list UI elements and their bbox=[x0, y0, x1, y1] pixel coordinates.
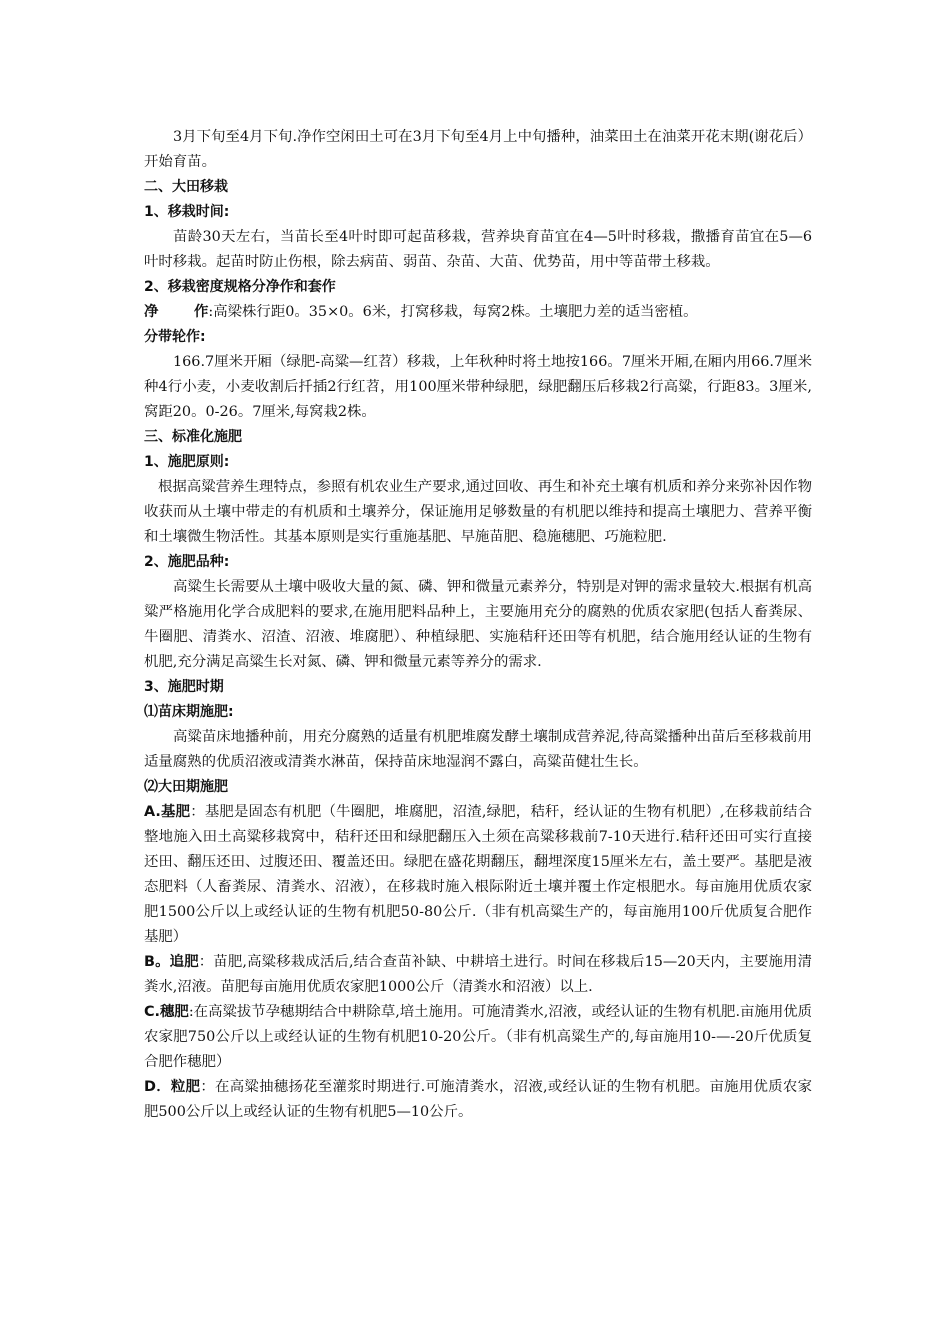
document-page bbox=[144, 125, 812, 1125]
paragraph-fertilization-principle: 根据高粱营养生理特点，参照有机农业生产要求,通过回收、再生和补充土壤有机质和养分来弥补因作物收获而从土壤中带走的有机质和土壤养分，保证施用足够数量的有机肥以维持和提高土壤肥力、营养平衡和土壤微生物活性。其基本原则是实行重施基肥、早施苗肥、稳施穗肥、巧施粒肥. bbox=[144, 479, 812, 545]
net-planting-text: :高梁株行距0。35×0。6米，打窝移栽，每窝2株。土壤肥力差的适当密植。 bbox=[208, 304, 698, 320]
top-dressing-text: ：苗肥,高粱移栽成活后,结合查苗补缺、中耕培土进行。时间在移栽后15—20天内，主要施用清粪水,沼液。苗肥每亩施用优质农家肥1000公斤（清粪水和沼液）以上. bbox=[144, 954, 812, 995]
heading-transplant-time: 1、移栽时间: bbox=[144, 204, 230, 220]
ear-fertilizer-text: :在高粱拔节孕穗期结合中耕除草,培土施用。可施清粪水,沼液，或经认证的生物有机肥.亩施用优质农家肥750公斤以上或经认证的生物有机肥10-20公斤。（非有机高粱生产的,每亩施用10-—-20斤优质复合肥作穗肥） bbox=[144, 1004, 812, 1070]
grain-fertilizer-text: ：在高粱抽穗扬花至灌浆时期进行.可施清粪水，沼液,或经认证的生物有机肥。亩施用优质农家肥500公斤以上或经认证的生物有机肥5—10公斤。 bbox=[144, 1079, 812, 1120]
paragraph-net-planting bbox=[144, 300, 812, 325]
paragraph-strip-rotation: 166.7厘米开厢（绿肥-高粱—红苕）移栽，上年秋种时将土地按166。7厘米开厢,在厢内用66.7厘米种4行小麦，小麦收割后扦插2行红苕，用100厘米带种绿肥，绿肥翻压后移栽2行高粱，行距83。3厘米,窝距20。0-26。7厘米,每窝栽2株。 bbox=[144, 354, 812, 420]
paragraph-transplant-time: 苗龄30天左右，当苗长至4叶时即可起苗移栽，营养块育苗宜在4—5叶时移栽，撒播育苗宜在5—6叶时移栽。起苗时防止伤根，除去病苗、弱苗、杂苗、大苗、优势苗，用中等苗带土移栽。 bbox=[144, 229, 812, 270]
heading-fertilizer-varieties: 2、施肥品种: bbox=[144, 554, 230, 570]
paragraph-ear-fertilizer bbox=[144, 1000, 812, 1075]
top-dressing-label: B。追肥 bbox=[144, 954, 199, 970]
paragraph-top-dressing bbox=[144, 950, 812, 1000]
base-fertilizer-label: A.基肥 bbox=[144, 804, 191, 820]
heading-field-transplant: 二、大田移栽 bbox=[144, 179, 228, 195]
heading-seedbed-fertilization: ⑴苗床期施肥: bbox=[144, 704, 234, 720]
ear-fertilizer-label: C.穗肥 bbox=[144, 1004, 189, 1020]
paragraph-seedbed-fertilization: 高粱苗床地播种前，用充分腐熟的适量有机肥堆腐发酵土壤制成营养泥,待高粱播种出苗后至移栽前用适量腐熟的优质沼液或清粪水淋苗，保持苗床地湿润不露白，高粱苗健壮生长。 bbox=[144, 729, 812, 770]
paragraph-grain-fertilizer bbox=[144, 1075, 812, 1125]
heading-strip-rotation: 分带轮作: bbox=[144, 329, 206, 345]
net-label-b: 作 bbox=[194, 304, 209, 320]
heading-field-fertilization: ⑵大田期施肥 bbox=[144, 779, 228, 795]
grain-fertilizer-label: D．粒肥 bbox=[144, 1079, 201, 1095]
heading-fertilization-principle: 1、施肥原则: bbox=[144, 454, 230, 470]
heading-transplant-density: 2、移栽密度规格分净作和套作 bbox=[144, 279, 336, 295]
base-fertilizer-text: ：基肥是固态有机肥（牛圈肥，堆腐肥，沼渣,绿肥，秸秆，经认证的生物有机肥）,在移栽前结合整地施入田土高粱移栽窝中，秸秆还田和绿肥翻压入土须在高粱移栽前7-10天进行.秸秆还田可实行直接还田、翻压还田、过腹还田、覆盖还田。绿肥在盛花期翻压，翻埋深度15厘米左右，盖土要严。基肥是液态肥料（人畜粪尿、清粪水、沼液），在移栽时施入根际附近土壤并覆土作定根肥水。每亩施用优质农家肥1500公斤以上或经认证的生物有机肥50-80公斤.（非有机高粱生产的，每亩施用100斤优质复合肥作基肥） bbox=[144, 804, 813, 945]
paragraph-base-fertilizer bbox=[144, 800, 812, 950]
paragraph-sowing-time: 3月下旬至4月下旬.净作空闲田土可在3月下旬至4月上中旬播种，油菜田土在油菜开花末期(谢花后）开始育苗。 bbox=[144, 129, 812, 170]
heading-standard-fertilization: 三、标准化施肥 bbox=[144, 429, 242, 445]
net-label-a: 净 bbox=[144, 304, 159, 320]
heading-fertilization-period: 3、施肥时期 bbox=[144, 679, 224, 695]
paragraph-fertilizer-varieties: 高粱生长需要从土壤中吸收大量的氮、磷、钾和微量元素养分，特别是对钾的需求量较大.根据有机高粱严格施用化学合成肥料的要求,在施用肥料品种上，主要施用充分的腐熟的优质农家肥(包括人畜粪尿、牛圈肥、清粪水、沼渣、沼液、堆腐肥）、种植绿肥、实施秸秆还田等有机肥，结合施用经认证的生物有机肥,充分满足高粱生长对氮、磷、钾和微量元素等养分的需求. bbox=[144, 579, 812, 670]
